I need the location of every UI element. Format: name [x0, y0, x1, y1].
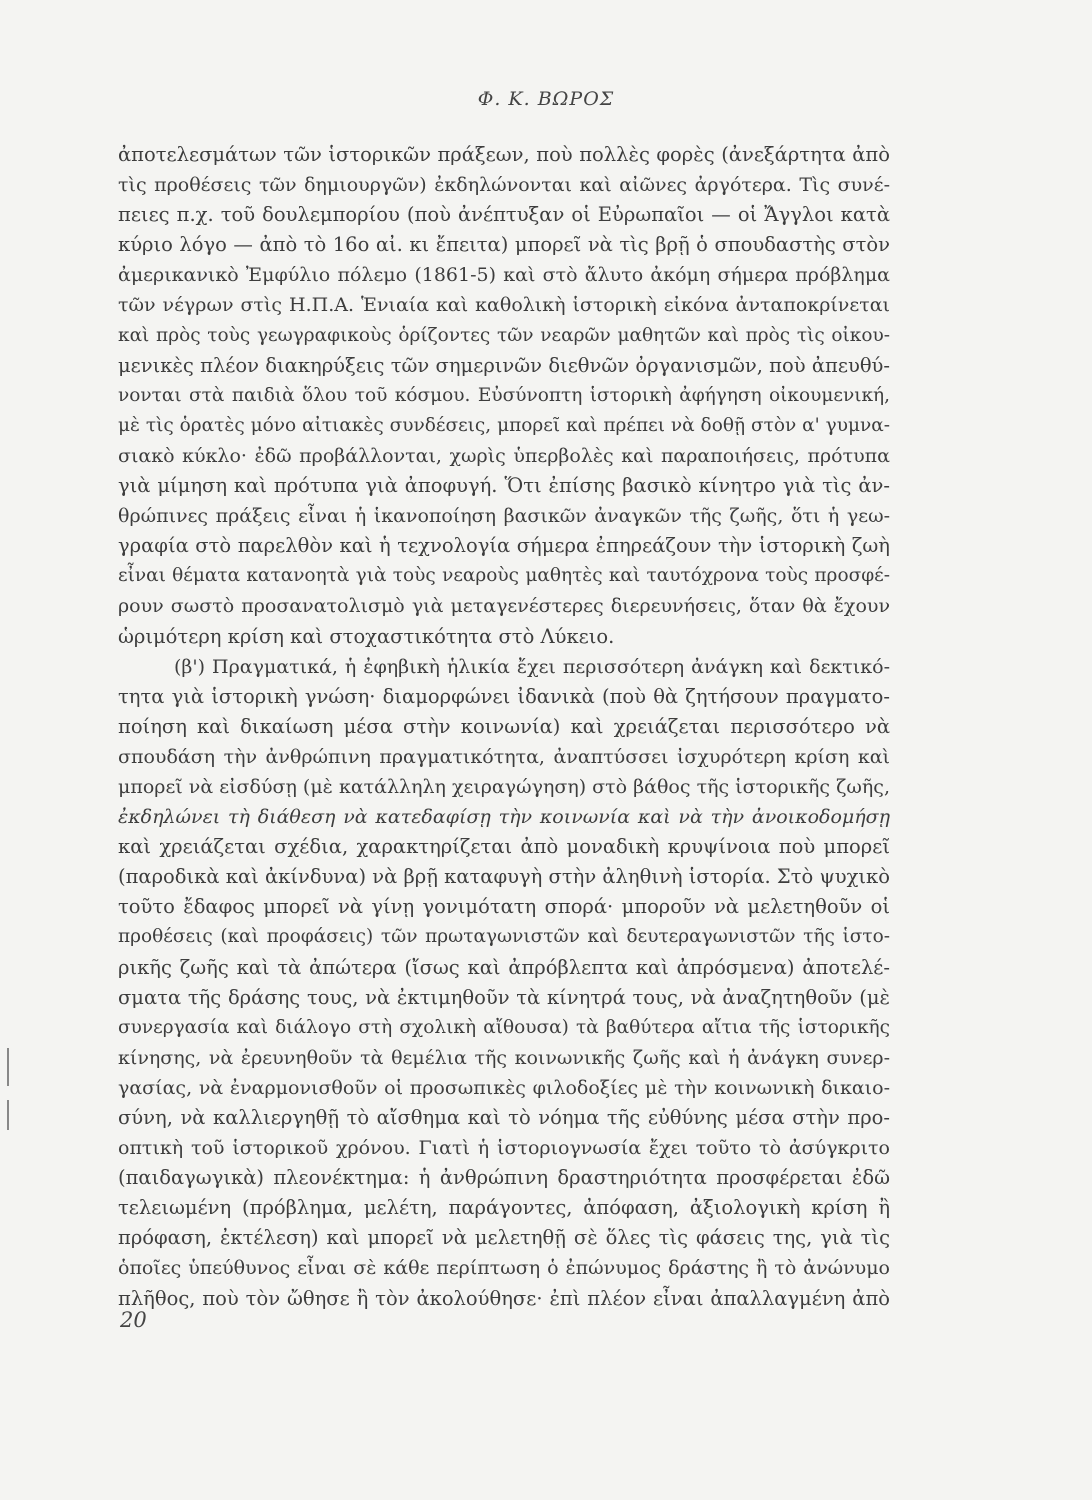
text-line: μὲ τὶς ὁρατὲς μόνο αἰτιακὲς συνδέσεις, μπορεῖ καὶ πρέπει νὰ δοθῇ στὸν α' γυμνα- [118, 414, 890, 436]
text-line: γραφία στὸ παρελθὸν καὶ ἡ τεχνολογία σήμερα ἐπηρεάζουν τὴν ἱστορικὴ ζωὴ [118, 534, 890, 558]
text-line: γασίας, νὰ ἐναρμονισθοῦν οἱ προσωπικὲς φιλοδοξίες μὲ τὴν κοινωνικὴ δικαιο- [118, 1076, 890, 1099]
text-line: τοῦτο ἔδαφος μπορεῖ νὰ γίνῃ γονιμότατη σπορά· μποροῦν νὰ μελετηθοῦν οἱ [118, 895, 890, 919]
text-line: ἀμερικανικὸ Ἐμφύλιο πόλεμο (1861-5) καὶ στὸ ἄλυτο ἀκόμη σήμερα πρόβλημα [118, 264, 890, 287]
text-line: σύνη, νὰ καλλιεργηθῇ τὸ αἴσθημα καὶ τὸ νόημα τῆς εὐθύνης μέσα στὴν προ- [118, 1106, 890, 1129]
text-line: μπορεῖ νὰ εἰσδύσῃ (μὲ κατάλληλη χειραγώγηση) στὸ βάθος τῆς ἱστορικῆς ζωῆς, [118, 775, 890, 798]
text-line: τὶς προθέσεις τῶν δημιουργῶν) ἐκδηλώνονται καὶ αἰῶνες ἀργότερα. Τὶς συνέ- [118, 174, 890, 197]
text-line: πρόφαση, ἐκτέλεση) καὶ μπορεῖ νὰ μελετηθῇ σὲ ὅλες τὶς φάσεις της, γιὰ τὶς [118, 1226, 890, 1250]
text-line: πλῆθος, ποὺ τὸν ὤθησε ἢ τὸν ἀκολούθησε· ἐπὶ πλέον εἶναι ἀπαλλαγμένη ἀπὸ [118, 1286, 890, 1310]
text-line: νονται στὰ παιδιὰ ὅλου τοῦ κόσμου. Εὐσύνοπτη ἱστορικὴ ἀφήγηση οἰκουμενική, [118, 384, 890, 406]
text-line: (παροδικὰ καὶ ἀκίνδυνα) νὰ βρῇ καταφυγὴ στὴν ἀληθινὴ ἱστορία. Στὸ ψυχικὸ [118, 865, 890, 889]
text-line: συνεργασία καὶ διάλογο στὴ σχολικὴ αἴθουσα) τὰ βαθύτερα αἴτια τῆς ἱστορικῆς [118, 1016, 890, 1038]
text-line: (β') Πραγματικά, ἡ ἐφηβικὴ ἡλικία ἔχει περισσότερη ἀνάγκη καὶ δεκτικό- [174, 655, 890, 678]
text-line: τητα γιὰ ἱστορικὴ γνώση· διαμορφώνει ἰδανικὰ (ποὺ θὰ ζητήσουν πραγματο- [118, 684, 890, 708]
text-line: (παιδαγωγικὰ) πλεονέκτημα: ἡ ἀνθρώπινη δραστηριότητα προσφέρεται ἐδῶ [118, 1166, 890, 1190]
text-line: ὡριμότερη κρίση καὶ στοχαστικότητα στὸ Λύκειο. [118, 624, 615, 648]
text-line: προθέσεις (καὶ προφάσεις) τῶν πρωταγωνιστῶν καὶ δευτεραγωνιστῶν τῆς ἱστο- [118, 926, 890, 948]
text-line: τελειωμένη (πρόβλημα, μελέτη, παράγοντες, ἀπόφαση, ἀξιολογικὴ κρίση ἢ [118, 1196, 890, 1220]
text-line: κύριο λόγο — ἀπὸ τὸ 16ο αἰ. κι ἔπειτα) μπορεῖ νὰ τὶς βρῇ ὁ σπουδαστὴς στὸν [118, 233, 890, 257]
body-text [118, 140, 890, 1314]
text-line: κίνησης, νὰ ἐρευνηθοῦν τὰ θεμέλια τῆς κοινωνικῆς ζωῆς καὶ ἡ ἀνάγκη συνερ- [118, 1046, 890, 1069]
text-line: σματα τῆς δράσης τους, νὰ ἐκτιμηθοῦν τὰ κίνητρά τους, νὰ ἀναζητηθοῦν (μὲ [118, 985, 890, 1009]
text-line: καὶ πρὸς τοὺς γεωγραφικοὺς ὁρίζοντες τῶν νεαρῶν μαθητῶν καὶ πρὸς τὶς οἰκου- [118, 324, 890, 346]
text-line: ρικῆς ζωῆς καὶ τὰ ἀπώτερα (ἴσως καὶ ἀπρόβλεπτα καὶ ἀπρόσμενα) ἀποτελέ- [118, 955, 890, 979]
text-line: σιακὸ κύκλο· ἐδῶ προβάλλονται, χωρὶς ὑπερβολὲς καὶ παραποιήσεις, πρότυπα [118, 444, 890, 467]
text-line: ὁποῖες ὑπεύθυνος εἶναι σὲ κάθε περίπτωση ὁ ἐπώνυμος δράστης ἢ τὸ ἀνώνυμο [118, 1257, 890, 1280]
text-line: εἶναι θέματα κατανοητὰ γιὰ τοὺς νεαροὺς μαθητὲς καὶ ταυτόχρονα τοὺς προσφέ- [118, 565, 890, 587]
text-line: ρουν σωστὸ προσανατολισμὸ γιὰ μεταγενέστερες διερευνήσεις, ὅταν θὰ ἔχουν [118, 595, 890, 618]
page-number: 20 [120, 1308, 147, 1332]
running-head: Φ. Κ. ΒΩΡΟΣ [477, 88, 615, 110]
text-line: οπτικὴ τοῦ ἱστορικοῦ χρόνου. Γιατὶ ἡ ἱστοριογνωσία ἔχει τοῦτο τὸ ἀσύγκριτο [118, 1137, 890, 1160]
text-line: ἀποτελεσμάτων τῶν ἱστορικῶν πράξεων, ποὺ πολλὲς φορὲς (ἀνεξάρτητα ἀπὸ [118, 143, 890, 166]
text-line: ἐκδηλώνει τὴ διάθεση νὰ κατεδαφίσῃ τὴν κοινωνία καὶ νὰ τὴν ἀνοικοδομήσῃ [118, 806, 890, 829]
text-line: θρώπινες πράξεις εἶναι ἡ ἱκανοποίηση βασικῶν ἀναγκῶν τῆς ζωῆς, ὅτι ἡ γεω- [118, 505, 890, 528]
text-line: ποίηση καὶ δικαίωση μέσα στὴν κοινωνία) καὶ χρειάζεται περισσότερο νὰ [118, 714, 890, 738]
text-line: μενικὲς πλέον διακηρύξεις τῶν σημερινῶν διεθνῶν ὀργανισμῶν, ποὺ ἀπευθύ- [118, 353, 890, 377]
text-line: τῶν νέγρων στὶς Η.Π.Α. Ἑνιαία καὶ καθολικὴ ἱστορικὴ εἰκόνα ἀνταποκρίνεται [118, 294, 890, 317]
text-line: καὶ χρειάζεται σχέδια, χαρακτηρίζεται ἀπὸ μοναδικὴ κρυψίνοια ποὺ μπορεῖ [118, 835, 890, 859]
text-line: γιὰ μίμηση καὶ πρότυπα γιὰ ἀποφυγή. Ὅτι ἐπίσης βασικὸ κίνητρο γιὰ τὶς ἀν- [118, 474, 890, 498]
margin-scan-mark [7, 1048, 9, 1086]
text-line: πειες π.χ. τοῦ δουλεμπορίου (ποὺ ἀνέπτυξαν οἱ Εὐρωπαῖοι — οἱ Ἄγγλοι κατὰ [118, 203, 890, 227]
text-line: σπουδάση τὴν ἀνθρώπινη πραγματικότητα, ἀναπτύσσει ἰσχυρότερη κρίση καὶ [118, 745, 890, 768]
margin-scan-mark [7, 1100, 9, 1130]
